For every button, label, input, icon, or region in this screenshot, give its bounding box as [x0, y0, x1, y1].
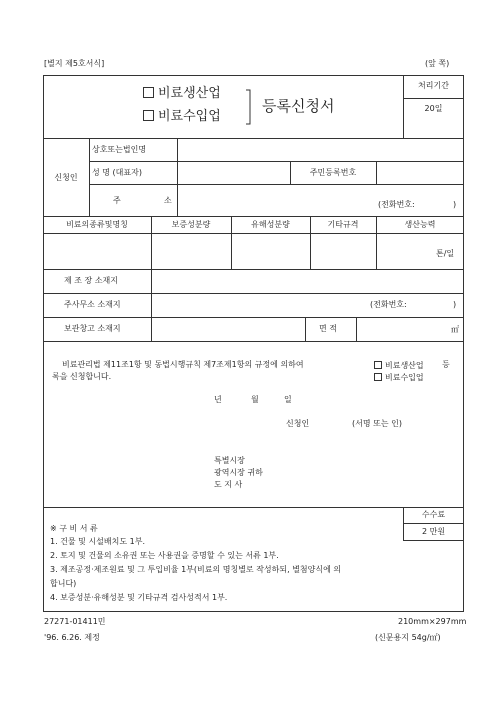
statement-option-production[interactable]: 비료생산업 — [374, 361, 424, 370]
processing-period-value: 20일 — [424, 104, 443, 113]
bracket-icon — [245, 89, 253, 125]
fee-label: 수수료 — [421, 510, 446, 519]
checkbox-production-icon[interactable] — [374, 361, 382, 369]
header-other-specs: 기타규격 — [327, 220, 359, 229]
recipient-province: 도 지 사 — [214, 480, 243, 489]
checkbox-import-icon[interactable] — [143, 110, 154, 121]
signature-note: (서명 또는 인) — [352, 419, 402, 428]
required-documents-title: ※ 구 비 서 류 — [50, 524, 98, 533]
header-fertilizer-type: 비료의종류및명칭 — [66, 220, 128, 229]
header-production-capacity: 생산능력 — [404, 220, 436, 229]
area-label: 면 적 — [319, 324, 337, 333]
form-title: 등록신청서 — [262, 97, 335, 115]
header-harmful-content: 유해성분량 — [251, 220, 290, 229]
office-phone-close: ) — [453, 300, 457, 309]
capacity-unit: 톤/일 — [436, 249, 455, 258]
paper-size: 210mm×297mm — [398, 617, 467, 626]
applicant-sign-label: 신청인 — [286, 419, 310, 428]
applicant-section-label: 신청인 — [54, 173, 78, 182]
date-day-label: 일 — [284, 395, 292, 404]
warehouse-location-label: 보관창고 소재지 — [64, 324, 121, 333]
date-year-label: 년 — [214, 395, 222, 404]
applicant-phone-close: ) — [453, 200, 457, 209]
list-item: 4. 보증성분·유해성분 및 기타규격 검사성적서 1부. — [50, 593, 228, 602]
form-frame — [43, 75, 464, 612]
recipient-special-city: 특별시장 — [214, 456, 245, 465]
title-option-production[interactable]: 비료생산업 — [143, 87, 221, 100]
form-number: [별지 제5호서식] — [44, 59, 105, 68]
address-label-part2: 소 — [164, 196, 172, 205]
page-side-label: (앞 쪽) — [425, 59, 450, 68]
statement-line1: 비료관리법 제11조1항 및 동법시행규칙 제7조제1항의 규정에 의하여 — [62, 360, 304, 369]
area-unit: ㎡ — [451, 325, 459, 334]
paper-type: (신문용지 54g/㎡) — [375, 633, 441, 642]
fee-value: 2 만원 — [421, 527, 446, 536]
applicant-phone-label: (전화번호: — [378, 200, 415, 209]
representative-name-label: 성 명 (대표자) — [92, 168, 142, 177]
header-guaranteed-content: 보증성분량 — [171, 220, 211, 229]
list-item: 합니다) — [50, 579, 77, 588]
date-month-label: 월 — [251, 395, 259, 404]
processing-period-label: 처리기간 — [418, 81, 449, 90]
address-label-part1: 주 — [113, 196, 121, 205]
statement-line1-tail: 등 — [442, 360, 450, 369]
list-item: 2. 토지 및 건물의 소유권 또는 사용권을 증명할 수 있는 서류 1부. — [50, 551, 279, 560]
list-item: 1. 건물 및 시설배치도 1부. — [50, 537, 145, 546]
office-phone-label: (전화번호: — [370, 300, 407, 309]
factory-location-label: 제 조 장 소재지 — [64, 276, 118, 285]
checkbox-production-icon[interactable] — [143, 87, 154, 98]
title-option-import[interactable]: 비료수입업 — [143, 110, 221, 123]
resident-number-label: 주민등록번호 — [309, 168, 357, 177]
statement-line2: 록을 신청합니다. — [52, 372, 112, 381]
recipient-metro-city: 광역시장 귀하 — [214, 468, 263, 477]
enactment-date: '96. 6.26. 제정 — [44, 633, 100, 642]
statement-option-import[interactable]: 비료수입업 — [374, 373, 424, 382]
checkbox-import-icon[interactable] — [374, 373, 382, 381]
office-location-label: 주사무소 소재지 — [64, 300, 121, 309]
trade-name-label: 상호또는법인명 — [92, 145, 147, 154]
list-item: 3. 제조공정·제조원료 및 그 투입비율 1부(비료의 명칭별로 작성하되, 별첨양식에 의 — [50, 565, 342, 574]
form-code: 27271-01411민 — [44, 617, 106, 626]
